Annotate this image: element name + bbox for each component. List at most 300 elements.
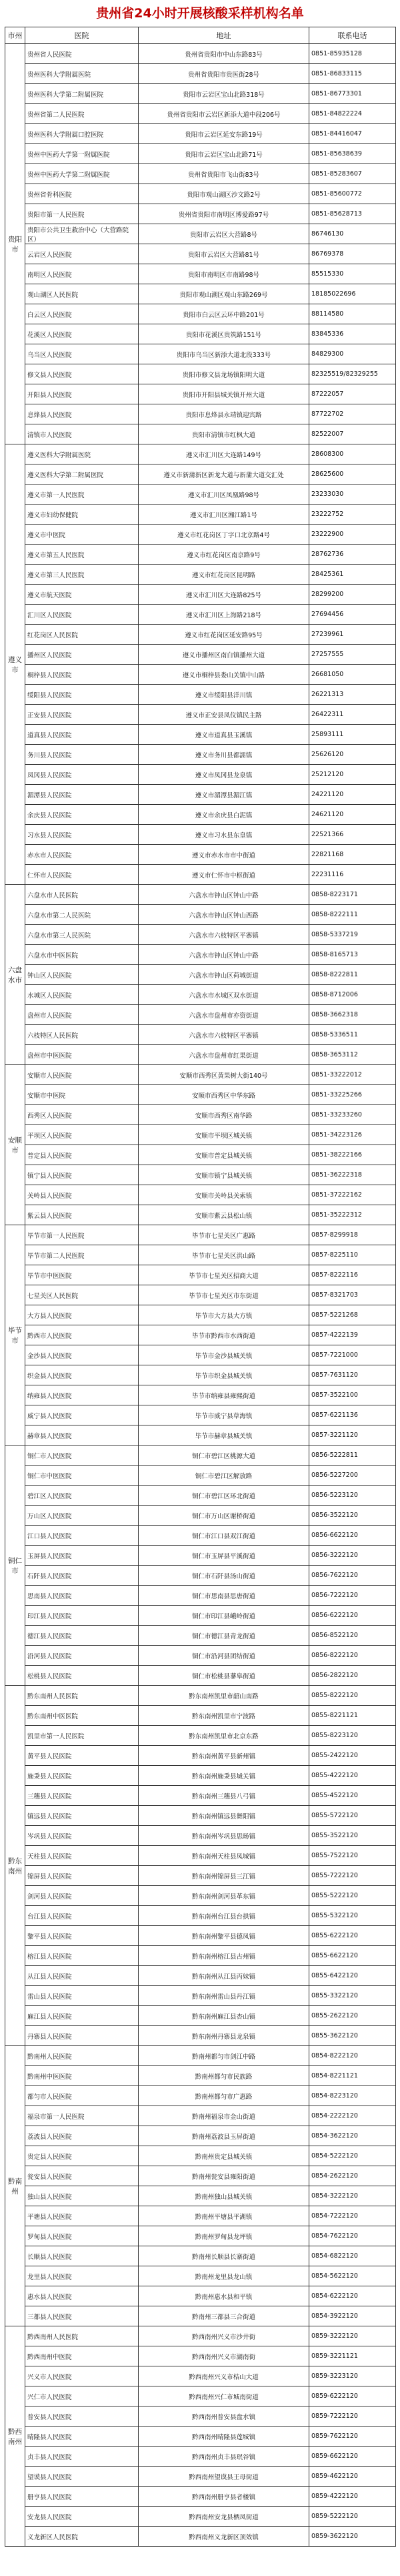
hospital-cell: 罗甸县人民医院 [25,2226,139,2246]
hospital-cell: 遵义市第一人民医院 [25,485,139,505]
phone-cell: 28625600 [309,464,396,485]
phone-cell: 0859-6222120 [309,2386,396,2406]
table-row [5,2026,396,2046]
hospital-cell: 遵义市妇幼保健院 [25,505,139,525]
address-cell: 安顺市西秀区黄果树大街140号 [139,1065,309,1085]
address-cell: 六盘水市盘州市亦资街道 [139,1005,309,1025]
phone-cell: 0855-5322120 [309,1906,396,1926]
address-cell: 遵义市余庆县白泥镇 [139,805,309,825]
phone-cell: 0858-8222811 [309,965,396,985]
table-row [5,625,396,645]
hospital-cell: 织金县人民医院 [25,1365,139,1385]
hospital-cell: 松桃县人民医院 [25,1666,139,1686]
address-cell: 六盘水市水城区双水街道 [139,985,309,1005]
phone-cell: 0857-8299918 [309,1225,396,1245]
table-row [5,1065,396,1085]
phone-cell: 0855-7222120 [309,1866,396,1886]
table-row [5,865,396,885]
table-row [5,1205,396,1225]
address-cell: 黔东南州榕江县古州镇 [139,1946,309,1966]
phone-cell: 0851-84822224 [309,104,396,124]
hospital-cell: 道真县人民医院 [25,725,139,745]
phone-cell: 0858-3653112 [309,1045,396,1065]
address-cell: 黔西南州兴义市沙井街 [139,2326,309,2346]
table-row [5,324,396,344]
phone-cell: 0856-5222811 [309,1445,396,1466]
phone-cell: 0856-2822120 [309,1666,396,1686]
hospital-cell: 桐梓县人民医院 [25,665,139,685]
address-cell: 贵州省贵阳市飞山街83号 [139,164,309,184]
hospital-cell: 思南县人民医院 [25,1586,139,1606]
address-cell: 毕节市织金县城关镇 [139,1365,309,1385]
address-cell: 黔东南州丹寨县龙泉镇 [139,2026,309,2046]
hospital-cell: 黔西市人民医院 [25,1325,139,1345]
address-cell: 毕节市金沙县城关镇 [139,1345,309,1365]
address-cell: 遵义市务川县都濡镇 [139,745,309,765]
address-cell: 遵义市汇川区大连路825号 [139,585,309,605]
hospital-cell: 锦屏县人民医院 [25,1866,139,1886]
address-cell: 遵义市仁怀市中枢街道 [139,865,309,885]
hospital-cell: 绥阳县人民医院 [25,685,139,705]
phone-cell: 25212120 [309,765,396,785]
hospital-cell: 贵州医科大学附属口腔医院 [25,124,139,144]
table-row [5,2467,396,2487]
page-title: 贵州省24小时开展核酸采样机构名单 [96,6,304,21]
address-cell: 铜仁市石阡县汤山街道 [139,1566,309,1586]
address-cell: 铜仁市碧江区解放路 [139,1466,309,1486]
phone-cell: 0856-6622120 [309,1526,396,1546]
address-cell: 遵义市凤冈县龙泉镇 [139,765,309,785]
table-row [5,204,396,224]
hospital-cell: 铜仁市人民医院 [25,1445,139,1466]
hospital-cell: 铜仁市中医医院 [25,1466,139,1486]
phone-cell: 25893111 [309,725,396,745]
address-cell: 安顺市关岭县关索镇 [139,1185,309,1205]
hospital-cell: 西秀区人民医院 [25,1105,139,1125]
address-cell: 铜仁市沿河县团结街道 [139,1646,309,1666]
address-cell: 黔西南州普安县盘水镇 [139,2406,309,2427]
hospital-cell: 剑河县人民医院 [25,1886,139,1906]
phone-cell: 26681050 [309,665,396,685]
table-row [5,1946,396,1966]
table-row [5,2306,396,2326]
table-body [5,44,396,2547]
address-cell: 黔东南州锦屏县三江镇 [139,1866,309,1886]
address-cell: 贵州省贵阳市云岩区新添大道中段206号 [139,104,309,124]
hospital-table [5,27,396,2547]
hospital-cell: 石阡县人民医院 [25,1566,139,1586]
hospital-cell: 贵阳市第一人民医院 [25,204,139,224]
hospital-cell: 南明区人民医院 [25,264,139,284]
phone-cell: 0856-7622120 [309,1566,396,1586]
address-cell: 黔南州长顺县长寨街道 [139,2246,309,2266]
table-row [5,645,396,665]
address-cell: 黔西南州兴义市桔山大道 [139,2366,309,2386]
table-row [5,1606,396,1626]
phone-cell: 0856-5227200 [309,1466,396,1486]
address-cell: 贵州省贵阳市南明区博爱路97号 [139,204,309,224]
address-cell: 贵阳市云岩区延安东路19号 [139,124,309,144]
table-row [5,1325,396,1345]
address-cell: 六盘水市六枝特区平寨镇 [139,1025,309,1045]
address-cell: 遵义市汇川区凤凰路98号 [139,485,309,505]
phone-cell: 0859-7622120 [309,2427,396,2447]
table-row [5,444,396,464]
phone-cell: 0851-85283607 [309,164,396,184]
address-cell: 铜仁市碧江区桃源大道 [139,1445,309,1466]
hospital-cell: 遵义市第三人民医院 [25,565,139,585]
table-row [5,464,396,485]
hospital-cell: 平坝区人民医院 [25,1125,139,1145]
hospital-cell: 三穗县人民医院 [25,1786,139,1806]
address-cell: 毕节市大方县大方镇 [139,1305,309,1325]
phone-cell: 88114580 [309,304,396,324]
table-row [5,304,396,324]
phone-cell: 0851-37222162 [309,1185,396,1205]
hospital-cell: 红花岗区人民医院 [25,625,139,645]
address-cell: 遵义市汇川区大连路149号 [139,444,309,464]
hospital-cell: 六盘水市第三人民医院 [25,925,139,945]
phone-cell: 0858-5336511 [309,1025,396,1045]
table-row [5,1766,396,1786]
phone-cell: 86746130 [309,224,396,244]
table-row [5,1726,396,1746]
table-row [5,1806,396,1826]
phone-cell: 0858-8165713 [309,945,396,965]
table-row [5,2226,396,2246]
phone-cell: 0854-6222120 [309,2286,396,2306]
table-row [5,685,396,705]
address-cell: 黔东南州施秉县城关镇 [139,1766,309,1786]
phone-cell: 18185022696 [309,284,396,304]
address-cell: 黔东南州台江县台拱镇 [139,1906,309,1926]
hospital-cell: 义龙新区人民医院 [25,2527,139,2547]
hospital-cell: 遵义市第五人民医院 [25,545,139,565]
hospital-cell: 晴隆县人民医院 [25,2427,139,2447]
hospital-cell: 毕节市中医医院 [25,1265,139,1285]
table-row [5,1425,396,1445]
table-row [5,2106,396,2126]
table-row [5,1185,396,1205]
table-row [5,1125,396,1145]
hospital-cell: 贵州省骨科医院 [25,184,139,204]
phone-cell: 0851-36222318 [309,1165,396,1185]
city-cell: 铜仁市 [5,1445,25,1686]
table-row [5,485,396,505]
table-row [5,2086,396,2106]
address-cell: 黔东南州麻江县杏山镇 [139,2006,309,2026]
hospital-cell: 望谟县人民医院 [25,2467,139,2487]
phone-cell: 0857-8225110 [309,1245,396,1265]
hospital-cell: 黄平县人民医院 [25,1746,139,1766]
phone-cell: 0854-7622120 [309,2226,396,2246]
hospital-cell: 息烽县人民医院 [25,404,139,424]
table-row [5,525,396,545]
phone-cell: 0855-8223120 [309,1726,396,1746]
address-cell: 遵义市播州区南白镇播州大道 [139,645,309,665]
table-row [5,1846,396,1866]
table-row [5,2066,396,2086]
table-row [5,1866,396,1886]
hospital-cell: 正安县人民医院 [25,705,139,725]
table-row [5,1225,396,1245]
address-cell: 黔南州瓮安县雍阳街道 [139,2166,309,2186]
hospital-cell: 盘州市人民医院 [25,1005,139,1025]
phone-cell: 0855-5722120 [309,1806,396,1826]
table-row [5,605,396,625]
table-row [5,2487,396,2507]
hospital-cell: 从江县人民医院 [25,1966,139,1986]
phone-cell: 83845336 [309,324,396,344]
table-row [5,2186,396,2206]
table-row [5,2507,396,2527]
phone-cell: 0851-33222012 [309,1065,396,1085]
city-cell: 黔东南州 [5,1686,25,2046]
phone-cell: 0854-7222120 [309,2206,396,2226]
hospital-cell: 清镇市人民医院 [25,424,139,444]
phone-cell: 27257555 [309,645,396,665]
table-row [5,1005,396,1025]
hospital-cell: 花溪区人民医院 [25,324,139,344]
table-row [5,1986,396,2006]
address-cell: 贵阳市云岩区大营路8号 [139,224,309,244]
table-row [5,965,396,985]
address-cell: 黔西南州兴义市湖南街 [139,2346,309,2366]
table-row [5,1025,396,1045]
table-row [5,264,396,284]
table-row [5,424,396,444]
address-cell: 贵阳市花溪区贵筑路151号 [139,324,309,344]
phone-cell: 0855-3522120 [309,1826,396,1846]
address-cell: 贵阳市观山湖区沙文路2号 [139,184,309,204]
phone-cell: 85515330 [309,264,396,284]
address-cell: 六盘水市钟山区钟山中路 [139,945,309,965]
hospital-cell: 雷山县人民医院 [25,1986,139,2006]
hospital-cell: 贵州省人民医院 [25,44,139,64]
table-row [5,344,396,364]
hospital-cell: 万山区人民医院 [25,1506,139,1526]
table-row [5,825,396,845]
address-cell: 铜仁市印江县峨岭街道 [139,1606,309,1626]
phone-cell: 0854-3222120 [309,2186,396,2206]
phone-cell: 0854-5622120 [309,2266,396,2286]
table-row [5,2206,396,2226]
hospital-cell: 盘州市中医医院 [25,1045,139,1065]
table-row [5,2427,396,2447]
address-cell: 贵州省贵阳市中山东路83号 [139,44,309,64]
phone-cell: 0851-85638639 [309,144,396,164]
phone-cell: 0856-3522120 [309,1506,396,1526]
hospital-cell: 贵州中医药大学第二附属医院 [25,164,139,184]
phone-cell: 0855-3322120 [309,1986,396,2006]
address-cell: 黔南州惠水县和平镇 [139,2286,309,2306]
city-cell: 六盘水市 [5,885,25,1065]
hospital-cell: 独山县人民医院 [25,2186,139,2206]
hospital-cell: 贵州医科大学第二附属医院 [25,84,139,104]
phone-cell: 0855-8221121 [309,1706,396,1726]
table-row [5,725,396,745]
table-row [5,224,396,244]
phone-cell: 0856-7222120 [309,1586,396,1606]
hospital-cell: 修文县人民医院 [25,364,139,384]
phone-cell: 0858-8223171 [309,885,396,905]
phone-cell: 0851-33225266 [309,1085,396,1105]
phone-cell: 0854-8221121 [309,2066,396,2086]
address-cell: 遵义市赤水市市中街道 [139,845,309,865]
address-cell: 遵义市红花岗区南京路9号 [139,545,309,565]
phone-cell: 0859-3223120 [309,2366,396,2386]
hospital-cell: 玉屏县人民医院 [25,1546,139,1566]
table-row [5,745,396,765]
phone-cell: 0857-8222116 [309,1265,396,1285]
address-cell: 黔东南州雷山县丹江镇 [139,1986,309,2006]
phone-cell: 27239961 [309,625,396,645]
phone-cell: 87222057 [309,384,396,404]
phone-cell: 0859-3222120 [309,2326,396,2346]
table-row [5,2246,396,2266]
phone-cell: 0854-3622120 [309,2126,396,2146]
address-cell: 毕节市七星关区市东街道 [139,1285,309,1305]
hospital-cell: 安顺市中医院 [25,1085,139,1105]
hospital-cell: 黔西南州人民医院 [25,2326,139,2346]
address-cell: 铜仁市思南县思唐街道 [139,1586,309,1606]
phone-cell: 22231116 [309,865,396,885]
address-cell: 铜仁市德江县青龙街道 [139,1626,309,1646]
address-cell: 黔东南州剑河县革东镇 [139,1886,309,1906]
address-cell: 铜仁市江口县双江街道 [139,1526,309,1546]
phone-cell: 28608300 [309,444,396,464]
table-row [5,1265,396,1285]
hospital-cell: 七星关区人民医院 [25,1285,139,1305]
address-cell: 贵阳市云岩区大营路81号 [139,244,309,264]
phone-cell: 0855-3622120 [309,2026,396,2046]
hospital-cell: 开阳县人民医院 [25,384,139,404]
address-cell: 遵义市红花岗区昆明路 [139,565,309,585]
table-row [5,84,396,104]
phone-cell: 0854-2222120 [309,2106,396,2126]
table-row [5,845,396,865]
table-row [5,945,396,965]
phone-cell: 22821168 [309,845,396,865]
address-cell: 毕节市纳雍县雍熙街道 [139,1385,309,1405]
address-cell: 遵义市红花岗区丁字口北京路4号 [139,525,309,545]
city-cell: 安顺市 [5,1065,25,1225]
hospital-cell: 务川县人民医院 [25,745,139,765]
address-cell: 黔西南州贞丰县珉谷镇 [139,2447,309,2467]
address-cell: 黔南州都匀市剑江中路 [139,2046,309,2066]
hospital-cell: 观山湖区人民医院 [25,284,139,304]
phone-cell: 0854-2622120 [309,2166,396,2186]
address-cell: 铜仁市碧江区环北街道 [139,1486,309,1506]
address-cell: 遵义市红花岗区延安路95号 [139,625,309,645]
address-cell: 安顺市西秀区中华东路 [139,1085,309,1105]
phone-cell: 84829300 [309,344,396,364]
phone-cell: 0857-7631120 [309,1365,396,1385]
phone-cell: 0857-8321703 [309,1285,396,1305]
address-cell: 黔东南州镇远县舞阳镇 [139,1806,309,1826]
city-cell: 黔西南州 [5,2326,25,2547]
table-row [5,2166,396,2186]
hospital-cell: 印江县人民医院 [25,1606,139,1626]
table-row [5,1145,396,1165]
phone-cell: 0851-85600772 [309,184,396,204]
phone-cell: 0854-3922120 [309,2306,396,2326]
address-cell: 贵阳市开阳县城关镇开州大道 [139,384,309,404]
table-row [5,2326,396,2346]
table-row [5,2346,396,2366]
address-cell: 安顺市普定县城关镇 [139,1145,309,1165]
address-cell: 黔南州龙里县龙山镇 [139,2266,309,2286]
phone-cell: 23222752 [309,505,396,525]
hospital-cell: 关岭县人民医院 [25,1185,139,1205]
hospital-cell: 六枝特区人民医院 [25,1025,139,1045]
phone-cell: 28762736 [309,545,396,565]
address-cell: 遵义市汇川区湘江路1号 [139,505,309,525]
phone-cell: 0855-2622120 [309,2006,396,2026]
phone-cell: 0855-5222120 [309,1886,396,1906]
phone-cell: 0855-6622120 [309,1946,396,1966]
phone-cell: 0851-85628713 [309,204,396,224]
phone-cell: 0855-8222120 [309,1686,396,1706]
hospital-cell: 兴义市人民医院 [25,2366,139,2386]
phone-cell: 28425361 [309,565,396,585]
table-row [5,2366,396,2386]
address-cell: 黔西南州晴隆县莲城镇 [139,2427,309,2447]
hospital-cell: 遵义市中医院 [25,525,139,545]
hospital-cell: 大方县人民医院 [25,1305,139,1325]
address-cell: 毕节市赫章县城关镇 [139,1425,309,1445]
hospital-cell: 云岩区人民医院 [25,244,139,264]
phone-cell: 82325519/82329255 [309,364,396,384]
address-cell: 黔东南州黄平县新州镇 [139,1746,309,1766]
table-row [5,364,396,384]
hospital-cell: 施秉县人民医院 [25,1766,139,1786]
table-row [5,44,396,64]
table-row [5,1506,396,1526]
phone-cell: 0858-8712006 [309,985,396,1005]
hospital-cell: 贵州中医药大学第一附属医院 [25,144,139,164]
address-cell: 贵阳市南明区市南路98号 [139,264,309,284]
table-row [5,1405,396,1425]
address-cell: 贵阳市息烽县永靖镇迎宾路 [139,404,309,424]
address-cell: 黔西南州兴仁市城南街道 [139,2386,309,2406]
table-row [5,1385,396,1405]
table-row [5,164,396,184]
hospital-cell: 毕节市第一人民医院 [25,1225,139,1245]
address-cell: 六盘水市钟山区钟山中路 [139,885,309,905]
phone-cell: 0859-4622120 [309,2467,396,2487]
table-row [5,505,396,525]
hospital-cell: 平塘县人民医院 [25,2206,139,2226]
address-cell: 黔南州三都县三合街道 [139,2306,309,2326]
phone-cell: 0851-86773301 [309,84,396,104]
phone-cell: 0859-6622120 [309,2447,396,2467]
table-row [5,1926,396,1946]
table-row [5,1706,396,1726]
table-row [5,565,396,585]
table-row [5,1245,396,1265]
address-cell: 安顺市镇宁县城关镇 [139,1165,309,1185]
phone-cell: 0851-85935128 [309,44,396,64]
address-cell: 毕节市七星关区广惠路 [139,1225,309,1245]
phone-cell: 0856-5223120 [309,1486,396,1506]
phone-cell: 24621120 [309,805,396,825]
phone-cell: 0855-4522120 [309,1786,396,1806]
address-cell: 黔东南州黎平县德凤镇 [139,1926,309,1946]
table-row [5,585,396,605]
hospital-cell: 仁怀市人民医院 [25,865,139,885]
phone-cell: 0856-6222120 [309,1606,396,1626]
